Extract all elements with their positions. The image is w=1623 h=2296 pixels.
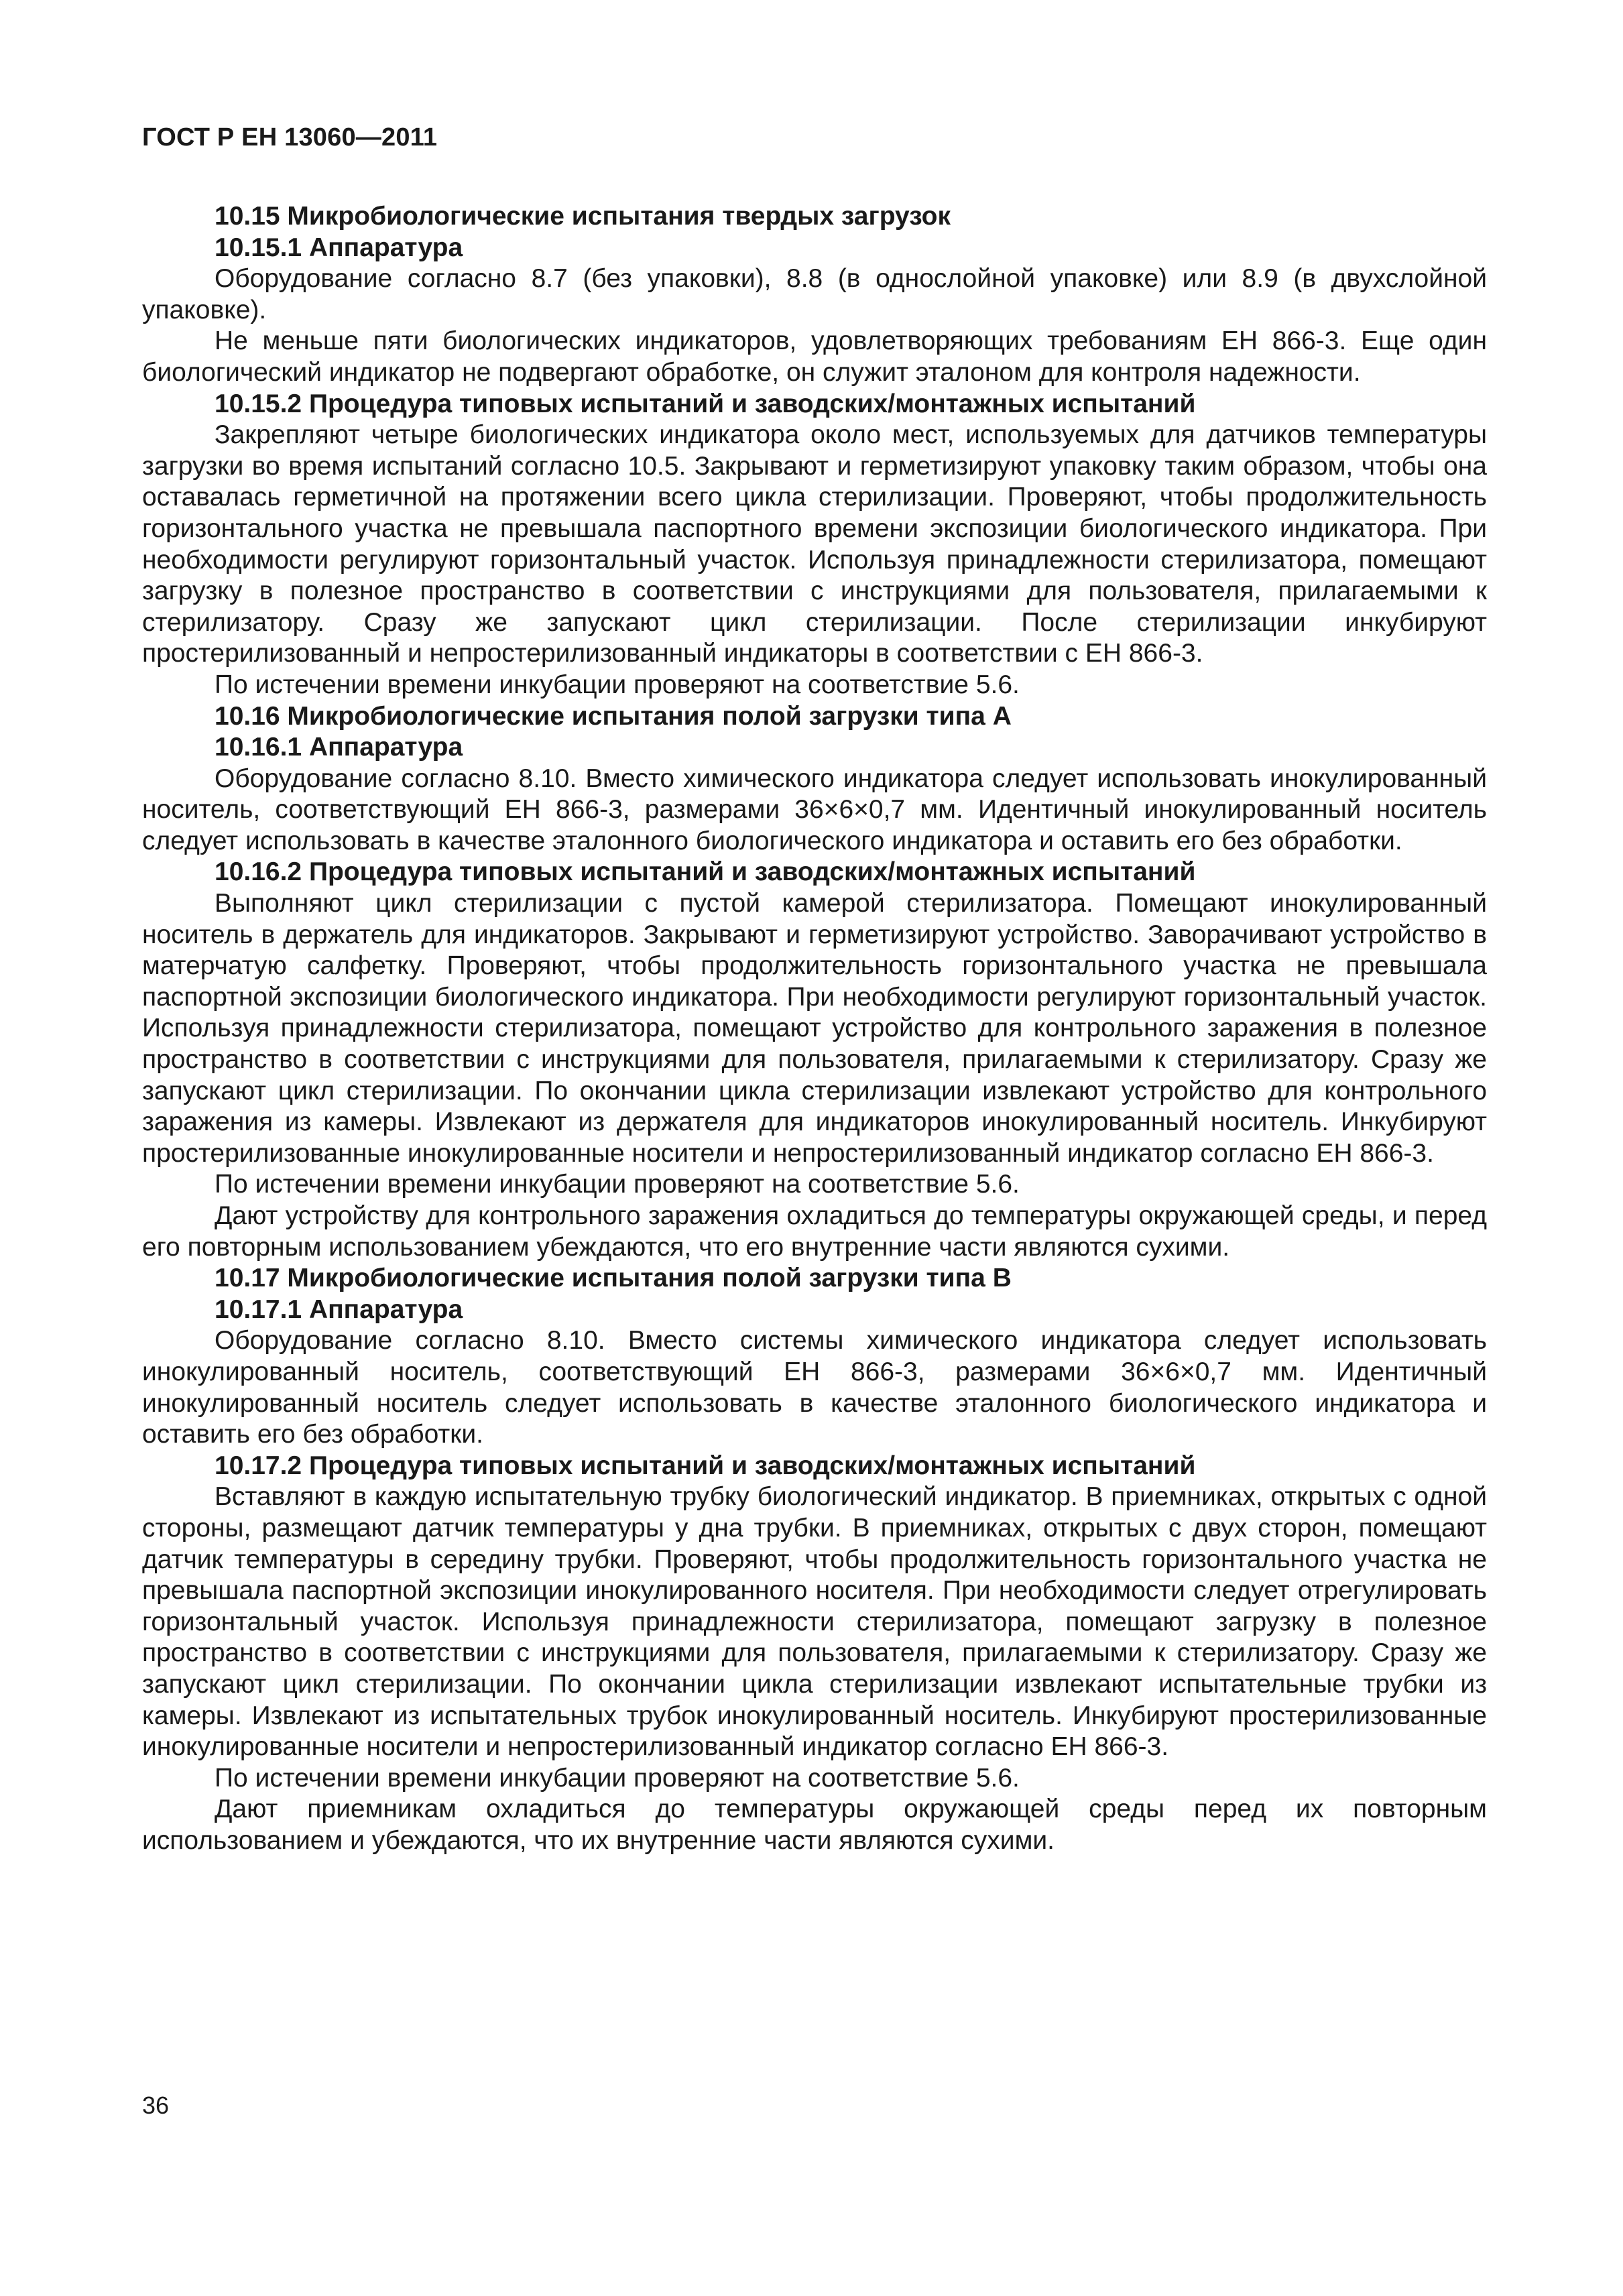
document-body [142, 201, 1487, 1856]
subsection-heading: 10.16.1 Аппаратура [215, 733, 463, 762]
body-paragraph: Выполняют цикл стерилизации с пустой камерой стерилизатора. Помещают инокулированный носитель в держатель для индикаторов. Закрывают и герметизируют устройство. Заворачивают устройство в матерчатую салфетку. Проверяют, чтобы продолжительность горизонтального участка не превышала паспортной экспозиции биологического индикатора. При необходимости регулируют горизонтальный участок. Используя принадлежности стерилизатора, помещают устройство для контрольного заражения в полезное пространство в соответствии с инструкциями для пользователя, прилагаемыми к стерилизатору. Сразу же запускают цикл стерилизации. По окончании цикла стерилизации извлекают устройство для контрольного заражения из камеры. Извлекают из держателя для индикаторов инокулированный носитель. Инкубируют простерилизованные инокулированные носители и непростерилизованный индикатор согласно ЕН 866-3. [142, 889, 1487, 1168]
body-paragraph: Дают устройству для контрольного заражения охладиться до температуры окружающей среды, и перед его повторным использованием убеждаются, что его внутренние части являются сухими. [142, 1201, 1487, 1262]
document-code-header: ГОСТ Р ЕН 13060—2011 [142, 123, 438, 152]
body-paragraph: Закрепляют четыре биологических индикатора около мест, используемых для датчиков температуры загрузки во время испытаний согласно 10.5. Закрывают и герметизируют упаковку таким образом, чтобы она оставалась герметичной на протяжении всего цикла стерилизации. Проверяют, чтобы продолжительность горизонтального участка не превышала паспортного времени экспозиции биологического индикатора. При необходимости регулируют горизонтальный участок. Используя принадлежности стерилизатора, помещают загрузку в полезное пространство в соответствии с инструкциями для пользователя, прилагаемыми к стерилизатору. Сразу же запускают цикл стерилизации. После стерилизации инкубируют простерилизованный и непростерилизованный индикаторы в соответствии с ЕН 866-3. [142, 420, 1487, 668]
body-paragraph: Оборудование согласно 8.10. Вместо химического индикатора следует использовать инокулированный носитель, соответствующий ЕН 866-3, размерами 36×6×0,7 мм. Идентичный инокулированный носитель следует использовать в качестве эталонного биологического индикатора и оставить его без обработки. [142, 764, 1487, 855]
section-heading: 10.17 Микробиологические испытания полой загрузки типа В [215, 1264, 1012, 1293]
body-paragraph: Вставляют в каждую испытательную трубку биологический индикатор. В приемниках, открытых с одной стороны, размещают датчик температуры у дна трубки. В приемниках, открытых с двух сторон, помещают датчик температуры в середину трубки. Проверяют, чтобы продолжительность горизонтального участка не превышала паспортной экспозиции инокулированного носителя. При необходимости следует отрегулировать горизонтальный участок. Используя принадлежности стерилизатора, помещают загрузку в полезное пространство в соответствии с инструкциями для пользователя, прилагаемыми к стерилизатору. Сразу же запускают цикл стерилизации. По окончании цикла стерилизации извлекают испытательные трубки из камеры. Извлекают из испытательных трубок инокулированный носитель. Инкубируют простерилизованные инокулированные носители и непростерилизованный индикатор согласно ЕН 866-3. [142, 1482, 1487, 1762]
subsection-heading: 10.17.1 Аппаратура [215, 1294, 463, 1324]
body-paragraph: Не меньше пяти биологических индикаторов, удовлетворяющих требованиям ЕН 866-3. Еще один биологический индикатор не подвергают обработке, он служит эталоном для контроля надежности. [142, 326, 1487, 387]
section-heading: 10.15 Микробиологические испытания твердых загрузок [215, 202, 951, 231]
subsection-heading: 10.16.2 Процедура типовых испытаний и заводских/монтажных испытаний [215, 857, 1196, 887]
body-paragraph: Оборудование согласно 8.7 (без упаковки), 8.8 (в однослойной упаковке) или 8.9 (в двухслойной упаковке). [142, 264, 1487, 324]
section-heading: 10.16 Микробиологические испытания полой загрузки типа А [215, 701, 1012, 731]
body-paragraph: Дают приемникам охладиться до температуры окружающей среды перед их повторным использованием и убеждаются, что их внутренние части являются сухими. [142, 1795, 1487, 1855]
body-paragraph: По истечении времени инкубации проверяют на соответствие 5.6. [215, 670, 1020, 699]
body-paragraph: Оборудование согласно 8.10. Вместо системы химического индикатора следует использовать инокулированный носитель, соответствующий ЕН 866-3, размерами 36×6×0,7 мм. Идентичный инокулированный носитель следует использовать в качестве эталонного биологического индикатора и оставить его без обработки. [142, 1326, 1487, 1449]
subsection-heading: 10.17.2 Процедура типовых испытаний и заводских/монтажных испытаний [215, 1451, 1196, 1480]
page-number: 36 [142, 2092, 170, 2119]
subsection-heading: 10.15.1 Аппаратура [215, 233, 463, 262]
body-paragraph: По истечении времени инкубации проверяют на соответствие 5.6. [215, 1170, 1020, 1199]
subsection-heading: 10.15.2 Процедура типовых испытаний и заводских/монтажных испытаний [215, 389, 1196, 418]
body-paragraph: По истечении времени инкубации проверяют на соответствие 5.6. [215, 1763, 1020, 1793]
